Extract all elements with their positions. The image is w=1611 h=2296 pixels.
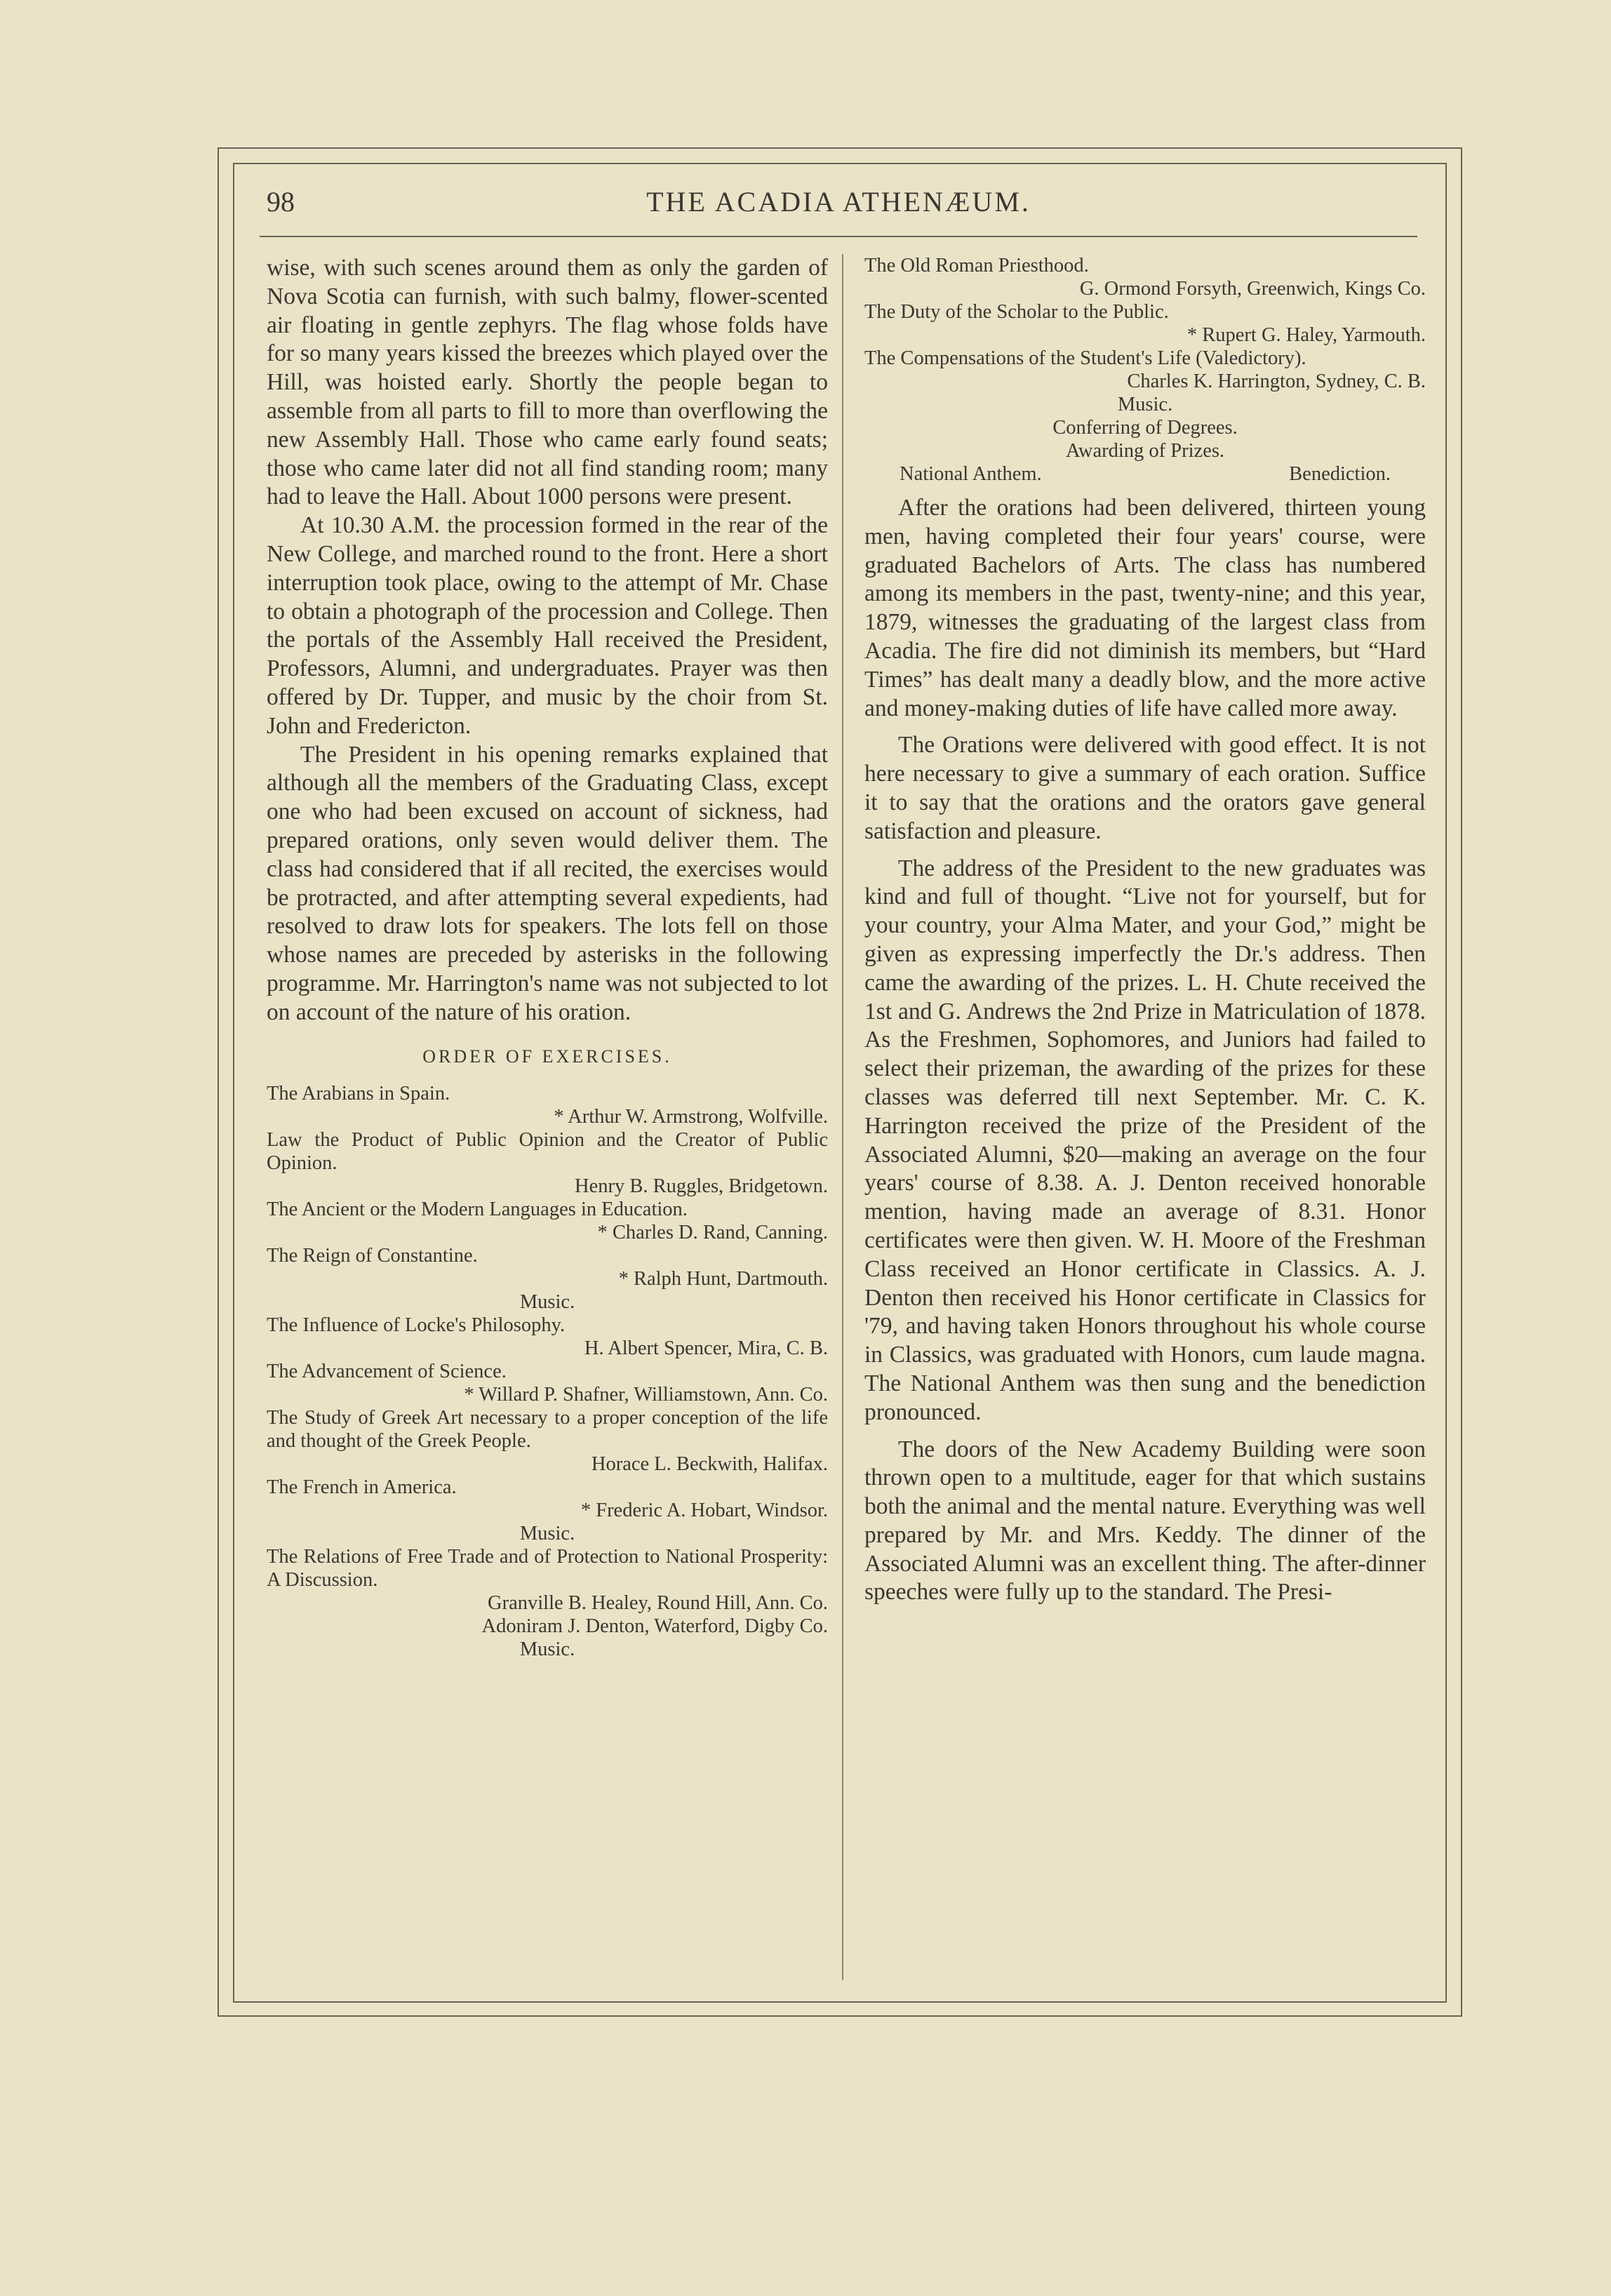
left-column xyxy=(267,254,828,1661)
program-list xyxy=(267,1082,828,1661)
oration-title: Law the Product of Public Opinion and the Creator of Public Opinion. xyxy=(267,1129,828,1175)
national-anthem: National Anthem. xyxy=(900,463,1042,485)
paragraph: The doors of the New Academy Building were soon thrown open to a multitude, eager for that which sustains both the animal and the mental nature. Everything was well prepared by Mr. and Mrs. Keddy. The dinner of the Associated Alumni was an excellent thing. The after-dinner speeches were fully up to the standard. The Presi- xyxy=(864,1436,1426,1606)
paragraph: wise, with such scenes around them as only the garden of Nova Scotia can furnish, with such balmy, flower-scented air floating in gentle zephyrs. The flag whose folds have for so many years kissed the breezes which played over the Hill, was hoisted early. Shortly the people began to assemble from all parts to fill to more than overflowing the new Assembly Hall. Those who came early found seats; those who came later did not all find standing room; many had to leave the Hall. About 1000 persons were present. xyxy=(267,255,828,510)
benediction: Benediction. xyxy=(1289,463,1391,485)
program-item xyxy=(267,1476,828,1545)
closing-row xyxy=(864,462,1426,486)
paragraph: The Orations were delivered with good effect. It is not here necessary to give a summary of each oration. Suffice it to say that the orations and the orators gave general satisfaction and pleasure. xyxy=(864,732,1426,844)
right-column xyxy=(864,254,1426,1607)
music-interlude: Music. xyxy=(519,1291,575,1314)
program-list-continued xyxy=(864,254,1426,486)
oration-speaker: * Rupert G. Haley, Yarmouth. xyxy=(1186,324,1426,346)
page-number: 98 xyxy=(267,186,295,218)
oration-title: The Influence of Locke's Philosophy. xyxy=(267,1314,566,1337)
music-interlude: Music. xyxy=(519,1638,575,1661)
music-interlude: Music. xyxy=(519,1523,575,1545)
oration-title: The Old Roman Priesthood. xyxy=(864,255,1089,276)
oration-speaker: Charles K. Harrington, Sydney, C. B. xyxy=(1127,371,1426,392)
program-item xyxy=(267,1545,828,1661)
program-item xyxy=(864,347,1426,416)
oration-title: The Study of Greek Art necessary to a proper conception of the life and thought of the Greek People. xyxy=(267,1407,828,1453)
music-interlude: Music. xyxy=(1117,394,1173,415)
header-rule xyxy=(260,236,1417,237)
paragraph: The President in his opening remarks explained that although all the members of the Graduating Class, except one who had been excused on account of sickness, had prepared orations, only seven would deliver them. The class had considered that if all recited, the exercises would be protracted, and after attempting several expedients, had resolved to draw lots for speakers. The lots fell on those whose names are preceded by asterisks in the following programme. Mr. Harrington's name was not subjected to lot on account of the nature of his oration. xyxy=(267,741,828,1025)
oration-speaker: * Ralph Hunt, Dartmouth. xyxy=(618,1268,828,1290)
oration-speaker: H. Albert Spencer, Mira, C. B. xyxy=(584,1337,828,1360)
column-divider xyxy=(842,254,843,1980)
oration-title: The Compensations of the Student's Life (Valedictory). xyxy=(864,347,1306,369)
program-item xyxy=(267,1082,828,1128)
paragraph: At 10.30 A.M. the procession formed in the rear of the New College, and marched round to the front. Here a short interruption took place, owing to the attempt of Mr. Chase to obtain a photograph of the procession and College. Then the portals of the Assembly Hall received the President, Professors, Alumni, and undergraduates. Prayer was then offered by Dr. Tupper, and music by the choir from St. John and Fredericton. xyxy=(267,512,828,739)
oration-title: The Arabians in Spain. xyxy=(267,1083,450,1105)
oration-title: The Ancient or the Modern Languages in Education. xyxy=(267,1199,688,1221)
oration-speaker: Granville B. Healey, Round Hill, Ann. Co. xyxy=(488,1592,828,1615)
oration-title: The Relations of Free Trade and of Protection to National Prosperity: A Discussion. xyxy=(267,1546,828,1591)
program-item xyxy=(267,1406,828,1476)
program-item xyxy=(864,300,1426,347)
program-item xyxy=(267,1314,828,1360)
program-item xyxy=(267,1128,828,1198)
oration-speaker: Henry B. Ruggles, Bridgetown. xyxy=(575,1175,828,1198)
program-item xyxy=(267,1360,828,1406)
oration-title: The Advancement of Science. xyxy=(267,1361,507,1383)
program-item xyxy=(267,1244,828,1314)
page-header xyxy=(260,181,1417,230)
oration-speaker: * Arthur W. Armstrong, Wolfville. xyxy=(554,1106,828,1128)
oration-speaker: Horace L. Beckwith, Halifax. xyxy=(591,1453,828,1476)
awarding-prizes: Awarding of Prizes. xyxy=(1065,440,1225,462)
program-item xyxy=(864,254,1426,300)
paragraph: After the orations had been delivered, thirteen young men, having completed their four years' course, were graduated Bachelors of Arts. The class has numbered among its members in the past, twenty-nine; and this year, 1879, witnesses the graduating of the largest class from Acadia. The fire did not diminish its members, but “Hard Times” has dealt many a deadly blow, and the more active and money-making duties of life have called more away. xyxy=(864,495,1426,721)
program-item xyxy=(267,1198,828,1244)
oration-speaker: G. Ormond Forsyth, Greenwich, Kings Co. xyxy=(1079,278,1426,300)
paragraph: The address of the President to the new graduates was kind and full of thought. “Live not for yourself, but for your country, your Alma Mater, and your God,” might be given as expressing imperfectly the Dr.'s address. Then came the awarding of the prizes. L. H. Chute received the 1st and G. Andrews the 2nd Prize in Matriculation of 1878. As the Freshmen, Sophomores, and Juniors had failed to select their prizeman, the awarding of the prizes for these classes was deferred till next September. Mr. C. K. Harrington received the prize of the President of the Associated Alumni, $20—making an average on the four years' course of 8.38. A. J. Denton received honorable mention, having made an average of 8.31. Honor certificates were then given. W. H. Moore of the Freshman Class received an Honor certificate in Classics. A. J. Denton then received his Honor certificate in Classics for '79, and having taken Honors throughout his whole course in Classics, was graduated with Honors, cum laude magna. The National Anthem was then sung and the benediction pronounced. xyxy=(864,855,1426,1425)
oration-title: The Duty of the Scholar to the Public. xyxy=(864,301,1169,323)
conferring-degrees: Conferring of Degrees. xyxy=(1052,417,1238,439)
oration-speaker: Adoniram J. Denton, Waterford, Digby Co. xyxy=(481,1615,828,1638)
oration-title: The Reign of Constantine. xyxy=(267,1245,478,1267)
oration-title: The French in America. xyxy=(267,1476,457,1499)
order-heading: ORDER OF EXERCISES. xyxy=(422,1046,672,1067)
oration-speaker: * Willard P. Shafner, Williamstown, Ann. Co. xyxy=(464,1384,828,1406)
oration-speaker: * Charles D. Rand, Canning. xyxy=(597,1222,828,1244)
running-title: THE ACADIA ATHENÆUM. xyxy=(646,186,1031,218)
oration-speaker: * Frederic A. Hobart, Windsor. xyxy=(580,1500,828,1522)
